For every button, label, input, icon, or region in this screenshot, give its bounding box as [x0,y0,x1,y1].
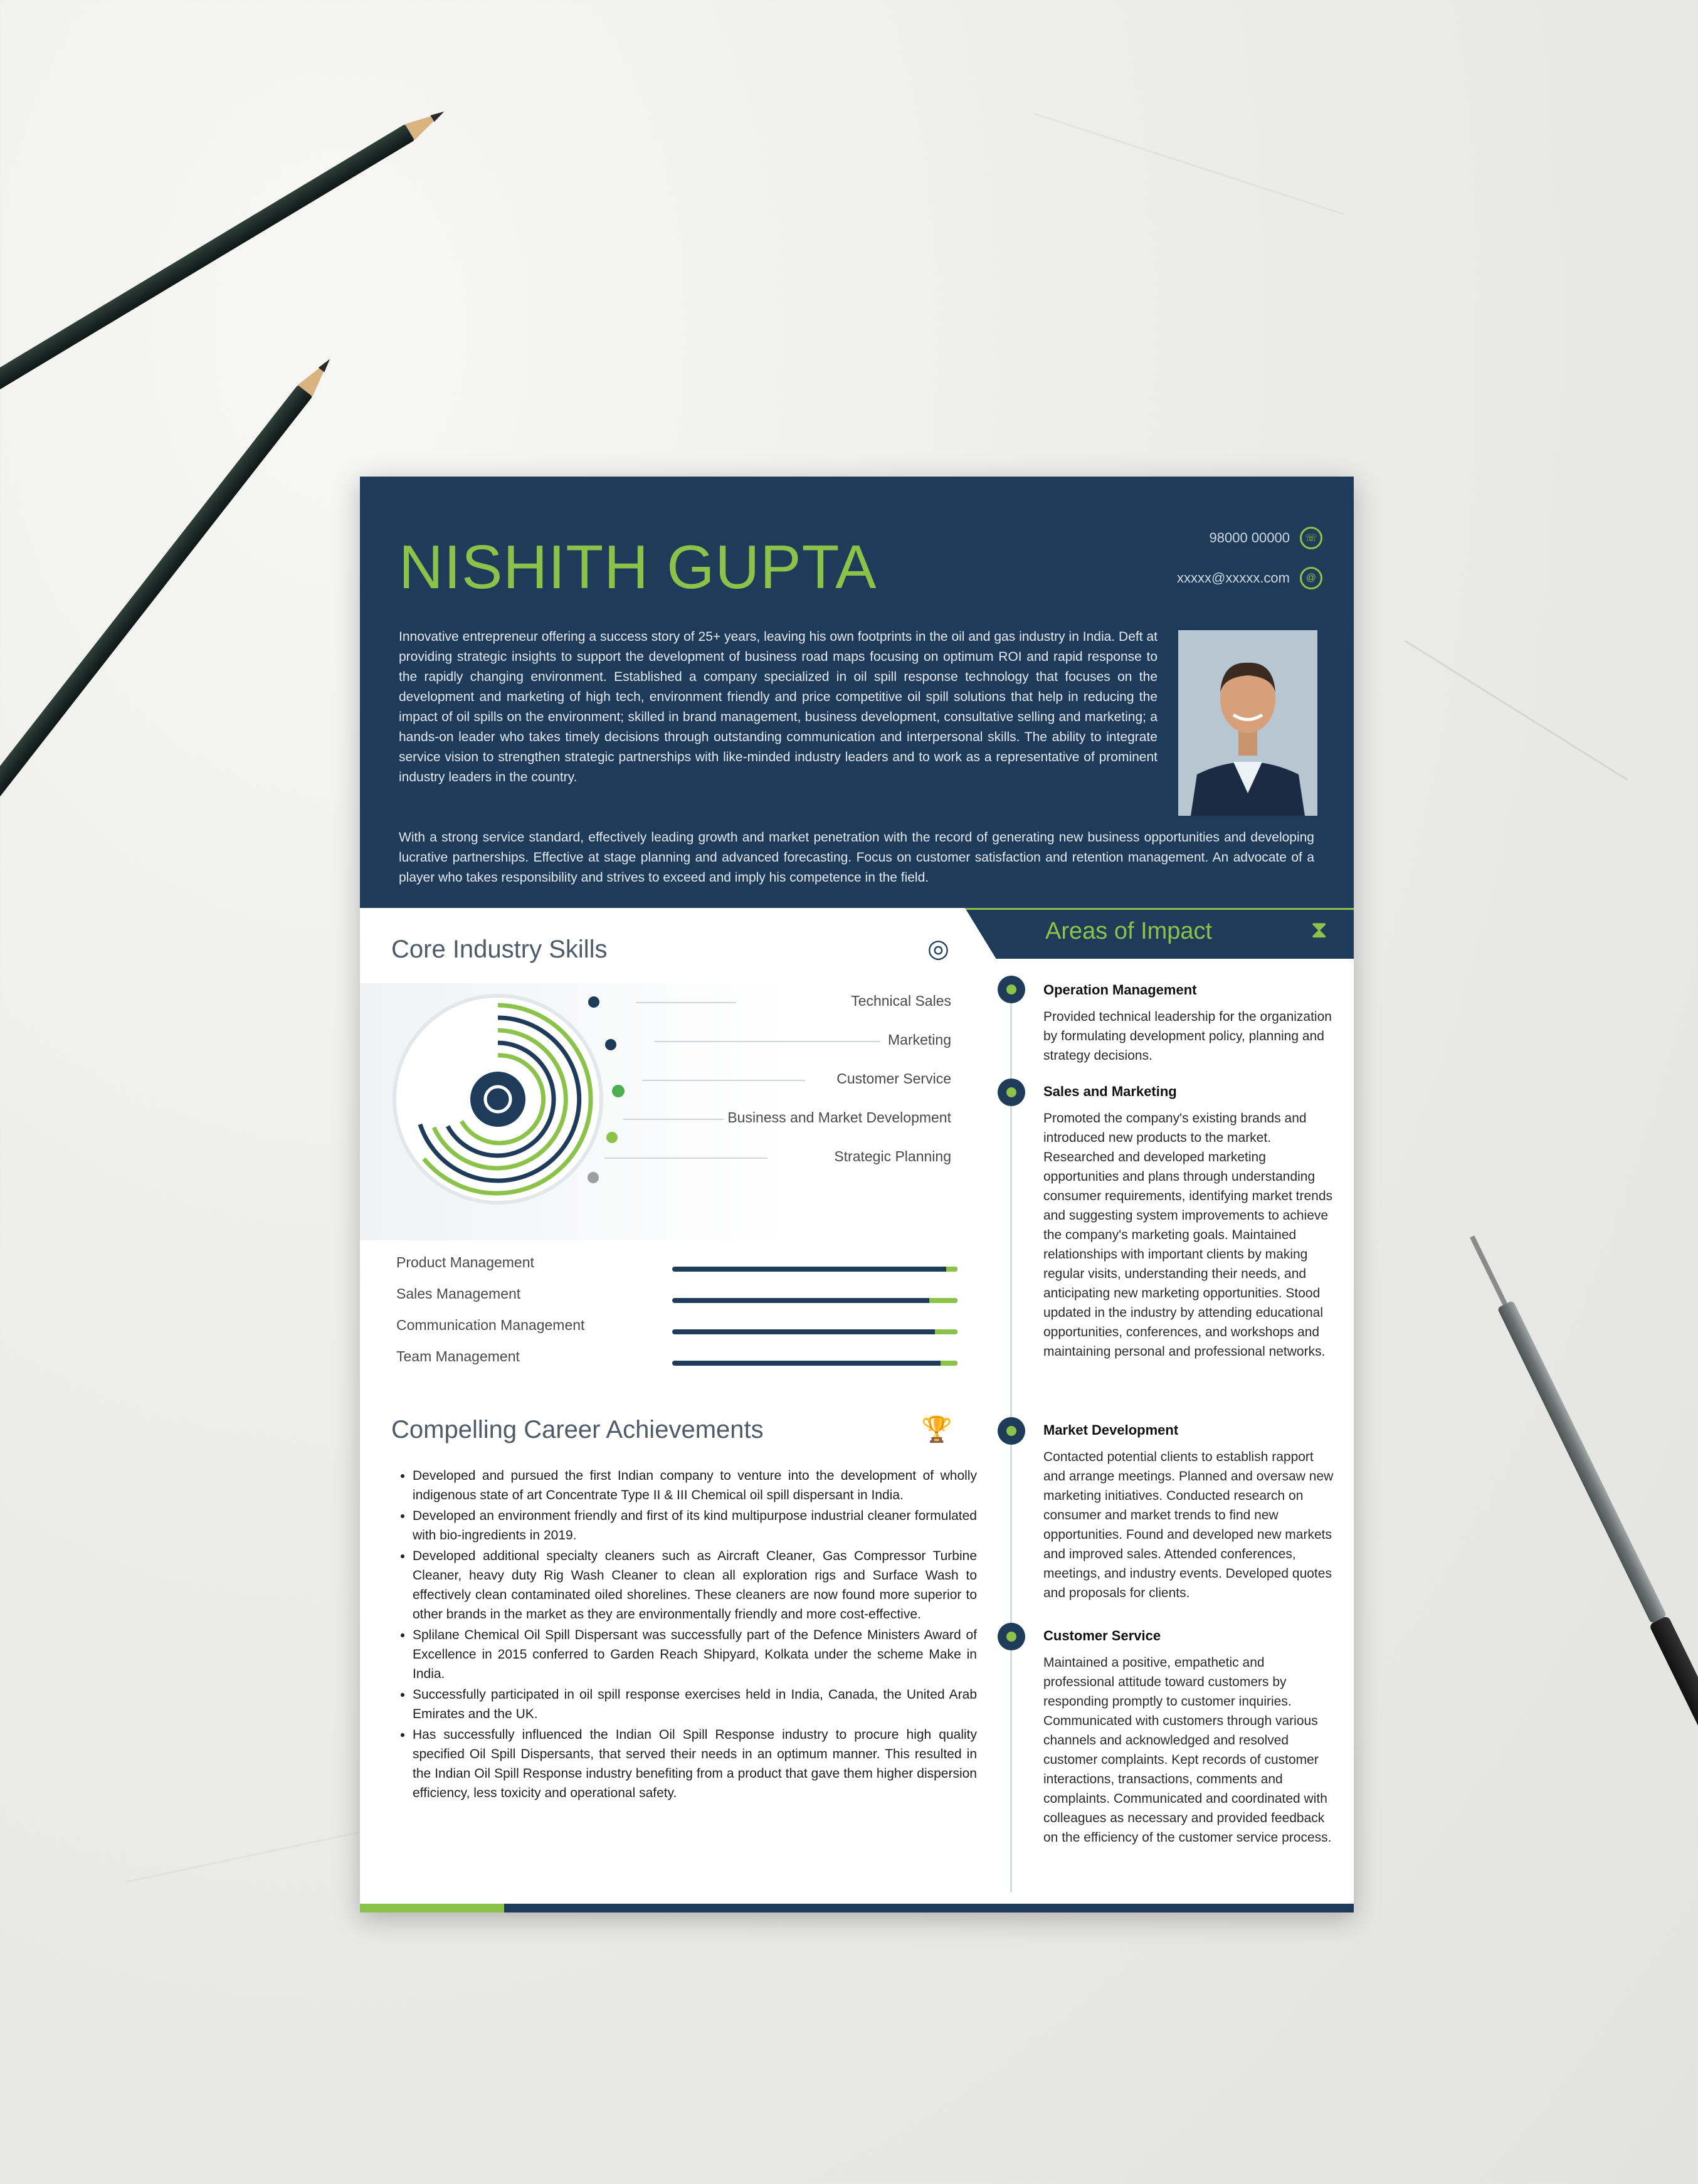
achievement-item: • Developed an environment friendly and first of its kind multipurpose industrial cleaner formulated with bio-ingredients in 2019. [413,1506,977,1545]
left-column [360,908,977,1912]
impact-text: Promoted the company's existing brands and introduced new products to the market. Researched and developed marketing opportunities and plans through understanding consumer requirements, identifying market trends and suggesting system improvements to achieve the company's marketing goals. Maintained relationships with important clients by making regular visits, understanding their needs, and anticipating new marketing opportunities. Stood updated in the industry by attending educational opportunities, conferences, and workshops and maintaining personal and professional networks. [1043,1111,1333,1359]
impact-heading: Sales and Marketing [1043,1084,1177,1099]
skill-bar-row [396,1317,961,1342]
achievement-item: • Developed and pursued the first Indian company to venture into the development of wholly indigenous state of art Concentrate Type II & III Chemical oil spill dispersant in India. [413,1466,977,1505]
skill-leader-line [604,1158,767,1159]
skill-bar [672,1361,957,1366]
email-text: xxxxx@xxxxx.com [1176,570,1290,586]
phone-icon: ☏ [1300,527,1322,549]
achievement-item: • Splilane Chemical Oil Spill Dispersant was successfully part of the Defence Ministers Award of Excellence in 2015 conferred to Garden Reach Shipyard, Kolkata under the scheme Make in India. [413,1625,977,1684]
impact-text: Contacted potential clients to establish rapport and arrange meetings. Planned and oversaw new marketing initiatives. Conducted research on consumer and market trends to find new opportunities. Found and developed new markets and improved sales. Attended conferences, meetings, and industry events. Developed quotes and proposals for clients. [1043,1450,1334,1600]
skill-bar-row [396,1254,961,1279]
impact-heading: Customer Service [1043,1628,1161,1643]
footer-accent [360,1904,504,1912]
skill-label: Technical Sales [851,993,951,1009]
achievements-list [396,1466,977,1804]
impact-text: Maintained a positive, empathetic and professional attitude toward customers by responding promptly to customer inquiries. Communicated with customers through various channels and acknowledged and resolved customer complaints. Kept records of customer interactions, transactions, comments and complaints. Communicated and coordinated with colleagues as necessary and provided feedback on the efficiency of the customer service process. [1043,1655,1332,1845]
skill-leader-line [636,1002,736,1003]
impact-text: Provided technical leadership for the organization by formulating development policy, planning and strategy decisions. [1043,1010,1332,1063]
skill-bar-label: Product Management [396,1254,534,1270]
skill-bar [672,1298,957,1303]
footer-rule [360,1904,1354,1912]
achievement-item: • Successfully participated in oil spill response exercises held in India, Canada, the United Arab Emirates and the UK. [413,1685,977,1724]
skill-leader-line [655,1041,880,1042]
contact-phone [1210,527,1322,549]
impact-heading: Operation Management [1043,982,1197,998]
summary-paragraph: Innovative entrepreneur offering a success story of 25+ years, leaving his own footprints in the oil and gas industry in India. Deft at providing strategic insights to support the development of business road maps focusing on optimum ROI and rapid response to the rapidly changing environment. Established a company specialized in oil spill response technology that focuses on the development and marketing of high tech, environment friendly and price competitive oil spill solutions that help in reducing the impact of oil spills on the environment; skilled in brand management, business development, consultative selling and marketing; a hands-on leader who takes timely decisions through outstanding communication and interpersonal skills. The ability to integrate service vision to strengthen strategic partnerships with like-minded industry leaders and to work as a representative of prominent industry leaders in the country. [399,630,1157,784]
skills-radial-chart [360,983,642,1240]
right-column [990,908,1354,1912]
core-skills-title: Core Industry Skills [391,936,608,963]
timeline-dot [998,976,1025,1003]
profile-photo [1178,630,1317,816]
areas-of-impact-title: Areas of Impact [1045,918,1213,944]
marble-vein [1404,640,1628,781]
skill-label: Business and Market Development [727,1109,951,1126]
skill-bar-label: Team Management [396,1348,520,1364]
skill-label: Customer Service [836,1070,951,1087]
trophy-icon: 🏆 [921,1416,952,1443]
skill-label: Strategic Planning [834,1148,951,1164]
target-icon: ◎ [927,935,949,963]
marble-vein [1035,113,1345,216]
skill-leader-line [642,1080,805,1081]
resume-sheet [360,477,1354,1912]
phone-text: 98000 00000 [1209,530,1290,546]
email-icon: @ [1300,567,1322,589]
summary-paragraph-2: With a strong service standard, effectively leading growth and market penetration with the record of generating new business opportunities and developing lucrative partnerships. Effective at stage planning and advanced forecasting. Focus on customer satisfaction and retention management. An advocate of a player who takes responsibility and strives to exceed and imply his competence in the field. [399,830,1314,885]
skill-bar [672,1267,957,1272]
timeline-dot [998,1079,1025,1106]
skill-bar [672,1329,957,1334]
skill-bar-row [396,1348,961,1373]
impact-heading: Market Development [1043,1422,1179,1438]
timeline-dot [998,1623,1025,1650]
skill-label: Marketing [888,1031,951,1048]
achievement-item: • Has successfully influenced the Indian Oil Spill Response industry to procure high quality specified Oil Spill Dispersants, that served their needs in an optimum manner. This resulted in the Indian Oil Spill Response industry benefiting from a product that gave them higher dispersion efficiency, less toxicity and operational safety. [413,1725,977,1803]
skill-bar-label: Communication Management [396,1317,585,1333]
skill-bar-row [396,1285,961,1311]
candidate-name: NISHITH GUPTA [399,532,877,601]
timeline-dot [998,1417,1025,1445]
achievement-item: • Developed additional specialty cleaners such as Aircraft Cleaner, Gas Compressor Turbine Cleaner, heavy duty Rig Wash Cleaner to clean all exploration rigs and Surface Wash to effectively clean contaminated oiled shorelines. These cleaners are now found more superior to other brands in the market as they are environmentally friendly and more cost-effective. [413,1546,977,1624]
skill-bar-label: Sales Management [396,1285,521,1302]
hourglass-icon: ⧗ [1310,917,1327,943]
contact-email [1177,567,1322,589]
skill-leader-line [623,1119,724,1120]
core-skills-panel [360,983,971,1240]
achievements-title: Compelling Career Achievements [391,1416,764,1443]
